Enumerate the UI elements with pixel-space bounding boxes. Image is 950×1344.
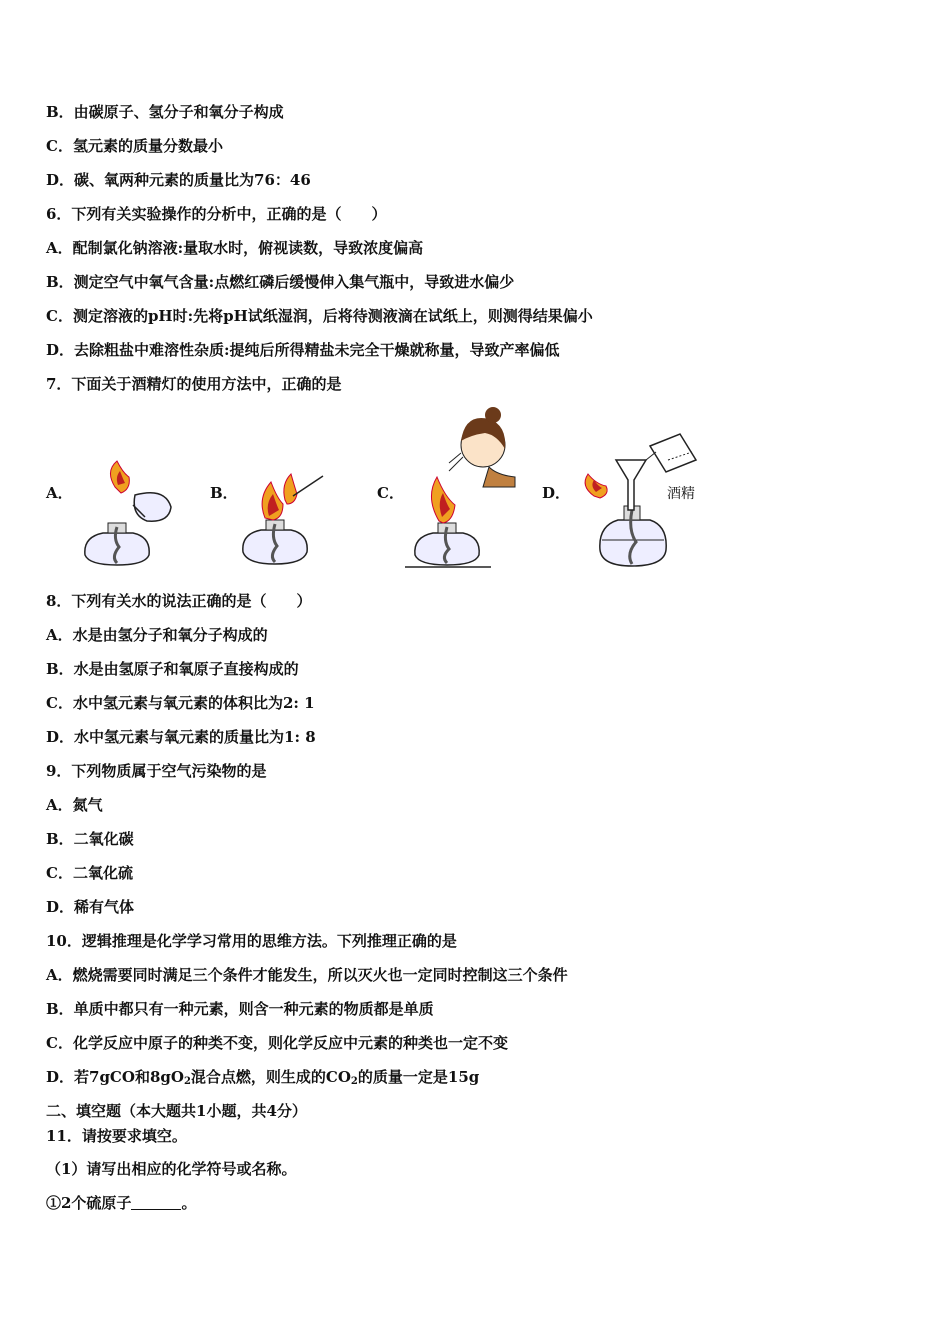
q7-stem: 7．下面关于酒精灯的使用方法中，正确的是 [46,375,342,393]
q10-option-a: A．燃烧需要同时满足三个条件才能发生，所以灭火也一定同时控制这三个条件 [46,966,568,984]
q9-option-c: C．二氧化硫 [46,864,133,882]
q8-option-c: C．水中氢元素与氧元素的体积比为2: 1 [46,694,315,712]
q11-item1-end: 。 [181,1194,197,1212]
q6-option-d: D．去除粗盐中难溶性杂质:提纯后所得精盐未完全干燥就称量，导致产率偏低 [46,341,560,359]
q6-stem: 6．下列有关实验操作的分析中，正确的是（ ） [46,205,387,223]
q11-part1: （1）请写出相应的化学符号或名称。 [46,1160,297,1178]
q7-label-c: C． [377,484,404,502]
q8-stem: 8．下列有关水的说法正确的是（ ） [46,592,312,610]
q6-option-c: C．测定溶液的pH时:先将pH试纸湿润，后将待测液滴在试纸上，则测得结果偏小 [46,307,593,325]
section2-title: 二、填空题（本大题共1小题，共4分） [46,1102,307,1120]
q8-option-b: B．水是由氢原子和氧原子直接构成的 [46,660,299,678]
q9-option-b: B．二氧化碳 [46,830,134,848]
alcohol-lamp-figure-b [235,460,335,570]
q11-item1-text: ①2个硫原子 [46,1194,132,1212]
alcohol-label: 酒精 [667,486,695,502]
q5-option-c: C．氢元素的质量分数最小 [46,137,223,155]
q10-d-part2: 混合点燃，则生成的CO [190,1068,351,1086]
q7-figure-row [0,405,950,575]
q10-stem: 10．逻辑推理是化学学习常用的思维方法。下列推理正确的是 [46,932,457,950]
q10-option-b: B．单质中都只有一种元素，则含一种元素的物质都是单质 [46,1000,434,1018]
alcohol-lamp-figure-a [75,457,175,572]
q8-option-a: A．水是由氢分子和氧分子构成的 [46,626,268,644]
q5-option-b: B．由碳原子、氢分子和氧分子构成 [46,103,284,121]
q11-stem: 11．请按要求填空。 [46,1127,187,1145]
q7-label-b: B． [210,484,238,502]
q10-d-sub1: 2 [183,1076,191,1087]
q7-label-d: D． [542,484,571,502]
q9-option-d: D．稀有气体 [46,898,135,916]
q6-option-a: A．配制氯化钠溶液:量取水时，俯视读数，导致浓度偏高 [46,239,424,257]
answer-blank[interactable] [131,1195,181,1210]
alcohol-lamp-figure-c [405,405,525,570]
q7-label-a: A． [46,484,73,502]
q6-option-b: B．测定空气中氧气含量:点燃红磷后缓慢伸入集气瓶中，导致进水偏少 [46,273,515,291]
q10-d-sub2: 2 [350,1076,358,1087]
q11-item1 [46,1193,196,1213]
q9-option-a: A．氮气 [46,796,103,814]
q9-stem: 9．下列物质属于空气污染物的是 [46,762,267,780]
q10-option-c: C．化学反应中原子的种类不变，则化学反应中元素的种类也一定不变 [46,1034,508,1052]
q10-d-part1: D．若7gCO和8gO [46,1068,184,1086]
q10-d-part3: 的质量一定是15g [357,1068,480,1086]
q5-option-d: D．碳、氧两种元素的质量比为76：46 [46,171,311,189]
q10-option-d [46,1067,479,1092]
q8-option-d: D．水中氢元素与氧元素的质量比为1: 8 [46,728,316,746]
